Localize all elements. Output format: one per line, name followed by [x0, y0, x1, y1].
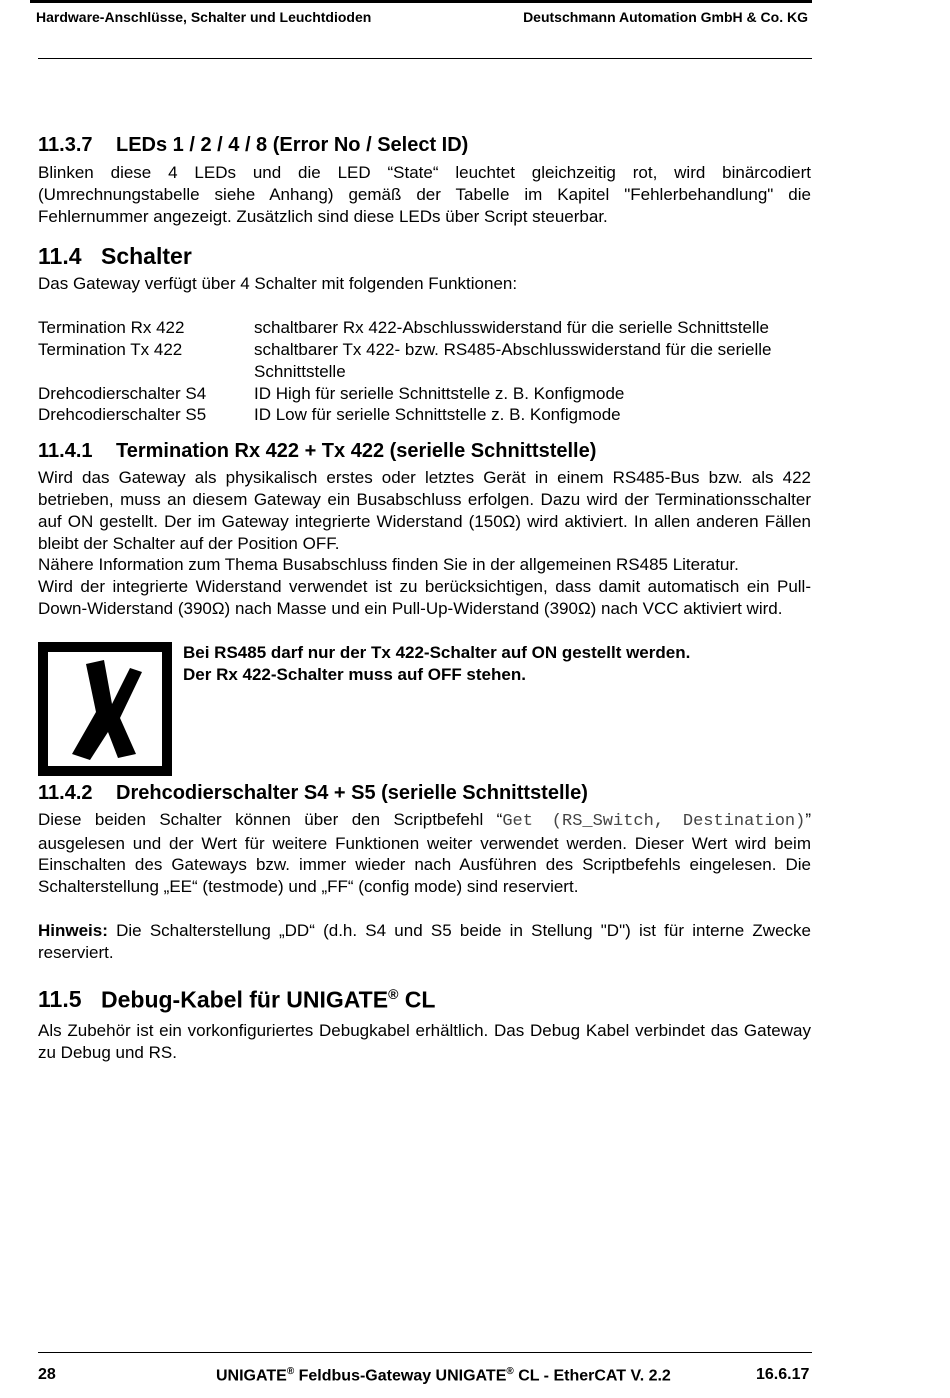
registered-mark: ® [506, 1366, 514, 1377]
footer-text: CL - EtherCAT V. 2.2 [513, 1367, 671, 1385]
registered-mark: ® [286, 1366, 295, 1377]
registered-mark: ® [388, 985, 399, 1002]
switch-desc: ID Low für serielle Schnittstelle z. B. Konfigmode [254, 405, 621, 425]
header-left: Hardware-Anschlüsse, Schalter und Leuchtdioden [36, 9, 372, 25]
switch-desc: ID High für serielle Schnittstelle z. B. Konfigmode [254, 383, 625, 403]
switch-table [38, 317, 811, 426]
footer-title [216, 1366, 671, 1385]
heading-title-suffix: CL [398, 986, 436, 1013]
hint-label: Hinweis: [38, 920, 108, 940]
heading-title: Termination Rx 422 + Tx 422 (serielle Schnittstelle) [116, 440, 597, 463]
heading-title: LEDs 1 / 2 / 4 / 8 (Error No / Select ID) [116, 134, 469, 156]
footer-date: 16.6.17 [756, 1366, 810, 1383]
paragraph-debug-cable: Als Zubehör ist ein vorkonfiguriertes Debugkabel erhältlich. Das Debug Kabel verbindet das Gateway zu Debug und RS. [38, 1021, 811, 1062]
heading-title: Schalter [101, 243, 192, 270]
switch-desc: schaltbarer Tx 422- bzw. RS485-Abschlusswiderstand für die serielle Schnittstelle [254, 339, 772, 381]
paragraph-hint [38, 920, 811, 964]
switch-name: Termination Rx 422 [38, 318, 185, 338]
switch-name: Drehcodierschalter S4 [38, 383, 207, 403]
heading-title: Drehcodierschalter S4 + S5 (serielle Schnittstelle) [116, 781, 588, 804]
heading-number: 11.4 [38, 243, 82, 270]
paragraph-leds: Blinken diese 4 LEDs und die LED “State“ leuchtet gleichzeitig rot, wird binärcodiert (Umrechnungstabelle siehe Anhang) gemäß der Tabelle im Kapitel "Fehlerbehandlung" die Fehlernummer angezeigt. Zusätzlich sind diese LEDs über Script steuerbar. [38, 163, 811, 226]
warning-line: Bei RS485 darf nur der Tx 422-Schalter auf ON gestellt werden. [183, 642, 691, 662]
switch-desc: schaltbarer Rx 422-Abschlusswiderstand für die serielle Schnittstelle [254, 318, 769, 338]
warning-box [38, 642, 811, 776]
header-right: Deutschmann Automation GmbH & Co. KG [523, 9, 808, 25]
switch-name: Drehcodierschalter S5 [38, 405, 207, 425]
heading-title: Debug-Kabel für UNIGATE [101, 986, 389, 1013]
text: ” ausgelesen und der Wert für weitere Funktionen weiter verwendet werden. Dieser Wert wird beim Einschalten des Gateways bzw. immer wieder nach Ausführen des Scriptbefehls eingelesen. Die Schalterstellung „EE“ (testmode) und „FF“ (config mode) sind reserviert. [38, 809, 811, 897]
page-content [38, 132, 811, 1064]
switch-name: Termination Tx 422 [38, 339, 183, 359]
paragraph-termination: Wird das Gateway als physikalisch erstes oder letztes Gerät in einem RS485-Bus bzw. als 422 betrieben, muss an diesem Gateway ein Busabschluss erfolgen. Dazu wird der Terminationsschalter auf ON gestellt. Der im Gateway integrierte Widerstand (150Ω) wird aktiviert. In allen anderen Fällen bleibt der Schalter auf der Position OFF. [38, 468, 811, 553]
heading-11-5 [38, 979, 811, 1015]
header-rule-thick [30, 0, 812, 3]
paragraph-termination-info: Nähere Information zum Thema Busabschluss finden Sie in der allgemeinen RS485 Literatur. [38, 555, 739, 575]
heading-number: 11.3.7 [38, 134, 93, 156]
hint-text: Die Schalterstellung „DD“ (d.h. S4 und S5 beide in Stellung "D") ist für interne Zwecke reserviert. [38, 920, 811, 962]
footer-rule [38, 1352, 812, 1353]
heading-number: 11.4.1 [38, 440, 93, 463]
warning-x-icon [38, 642, 172, 776]
warning-line: Der Rx 422-Schalter muss auf OFF stehen. [183, 664, 526, 684]
page-number: 28 [38, 1366, 56, 1383]
footer-text: Feldbus-Gateway UNIGATE [294, 1367, 507, 1385]
script-command: Get (RS_Switch, Destination) [502, 811, 806, 831]
paragraph-switch-intro: Das Gateway verfügt über 4 Schalter mit folgenden Funktionen: [38, 274, 518, 294]
footer-text: UNIGATE [216, 1367, 287, 1385]
heading-11-4-2 [38, 780, 811, 806]
warning-text [183, 642, 690, 776]
heading-11-3-7 [38, 132, 811, 158]
heading-number: 11.5 [38, 986, 82, 1013]
heading-11-4-1 [38, 438, 811, 464]
heading-number: 11.4.2 [38, 781, 93, 804]
header-rule [38, 58, 812, 59]
paragraph-termination-resistor: Wird der integrierte Widerstand verwendet ist zu berücksichtigen, dass damit automatisch ein Pull-Down-Widerstand (390Ω) nach Masse und ein Pull-Up-Widerstand (390Ω) nach VCC aktiviert wird. [38, 577, 811, 618]
heading-11-4 [38, 241, 811, 271]
text: Diese beiden Schalter können über den Scriptbefehl “ [38, 809, 503, 829]
paragraph-rotary [38, 809, 811, 898]
